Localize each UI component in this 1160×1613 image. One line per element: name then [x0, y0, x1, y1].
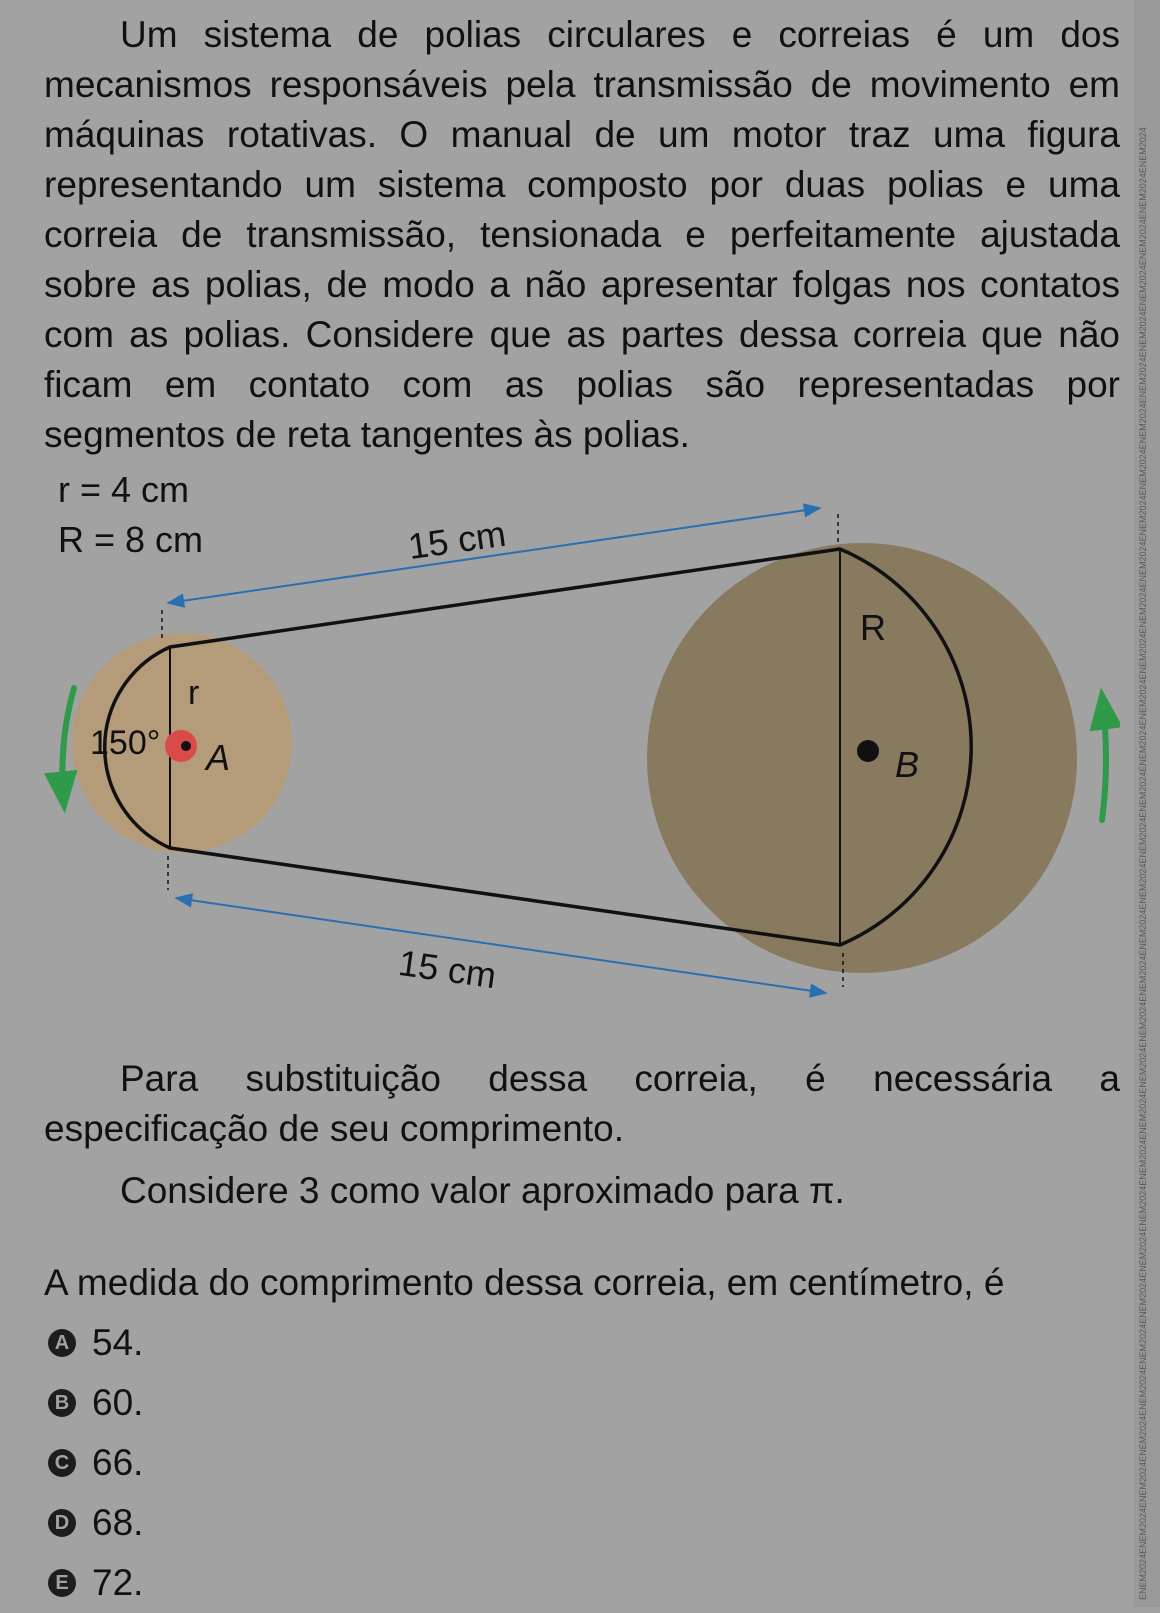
- option-a-letter: A: [48, 1329, 76, 1357]
- option-e[interactable]: [44, 1553, 143, 1613]
- side-watermark: ENEM2024ENEM2024ENEM2024ENEM2024ENEM2024ENEM2024ENEM2024ENEM2024ENEM2024ENEM2024ENEM2024ENEM2024ENEM2024ENEM2024ENEM2024ENEM2024ENEM2024ENEM2024ENEM2024ENEM2024ENEM2024ENEM2024ENEM2024ENEM2024ENEM2024ENEM2024ENEM2024ENEM2024ENEM2024ENEM2024ENEM2024ENEM2024: [1138, 127, 1148, 1600]
- top-length-label: 15 cm: [405, 512, 509, 568]
- label-a: A: [206, 737, 231, 778]
- option-e-letter: E: [48, 1569, 76, 1597]
- angle-label: 150°: [90, 724, 161, 762]
- question-text: A medida do comprimento dessa correia, em centímetro, é: [44, 1262, 1005, 1303]
- pi-paragraph: Considere 3 como valor aproximado para π.: [120, 1170, 845, 1211]
- large-radius-label: R = 8 cm: [58, 519, 204, 560]
- answer-options: [44, 1313, 143, 1613]
- option-a[interactable]: [44, 1313, 143, 1373]
- label-r-upper: R: [860, 607, 886, 648]
- option-c-letter: C: [48, 1449, 76, 1477]
- rotation-arrow-right: [1102, 696, 1106, 820]
- option-b-value: 60.: [92, 1382, 144, 1423]
- intro-paragraph: Um sistema de polias circulares e correias é um dos mecanismos responsáveis pela transmissão de movimento em máquinas rotativas. O manual de um motor traz uma figura representando um sistema composto por duas polias e uma correia de transmissão, tensionada e perfeitamente ajustada sobre as polias, de modo a não apresentar folgas nos contatos com as polias. Considere que as partes dessa correia que não ficam em contato com as polias são representadas por segmentos de reta tangentes às polias.: [44, 14, 1120, 455]
- side-watermark-strip: [1134, 0, 1160, 1607]
- replacement-paragraph: Para substituição dessa correia, é necessária a especificação de seu comprimento.: [44, 1058, 1120, 1149]
- bottom-length-label: 15 cm: [396, 941, 499, 997]
- center-a-dot: [181, 741, 191, 751]
- option-a-value: 54.: [92, 1322, 144, 1363]
- option-d-value: 68.: [92, 1502, 144, 1543]
- option-d[interactable]: [44, 1493, 143, 1553]
- pulley-figure: [0, 460, 1120, 1020]
- option-c[interactable]: [44, 1433, 143, 1493]
- label-r-lower: r: [188, 674, 200, 712]
- option-b-letter: B: [48, 1389, 76, 1417]
- center-b-dot: [857, 740, 879, 762]
- option-b[interactable]: [44, 1373, 143, 1433]
- label-b: B: [895, 744, 920, 785]
- option-e-value: 72.: [92, 1562, 144, 1603]
- option-c-value: 66.: [92, 1442, 144, 1483]
- small-radius-label: r = 4 cm: [58, 469, 190, 510]
- option-d-letter: D: [48, 1509, 76, 1537]
